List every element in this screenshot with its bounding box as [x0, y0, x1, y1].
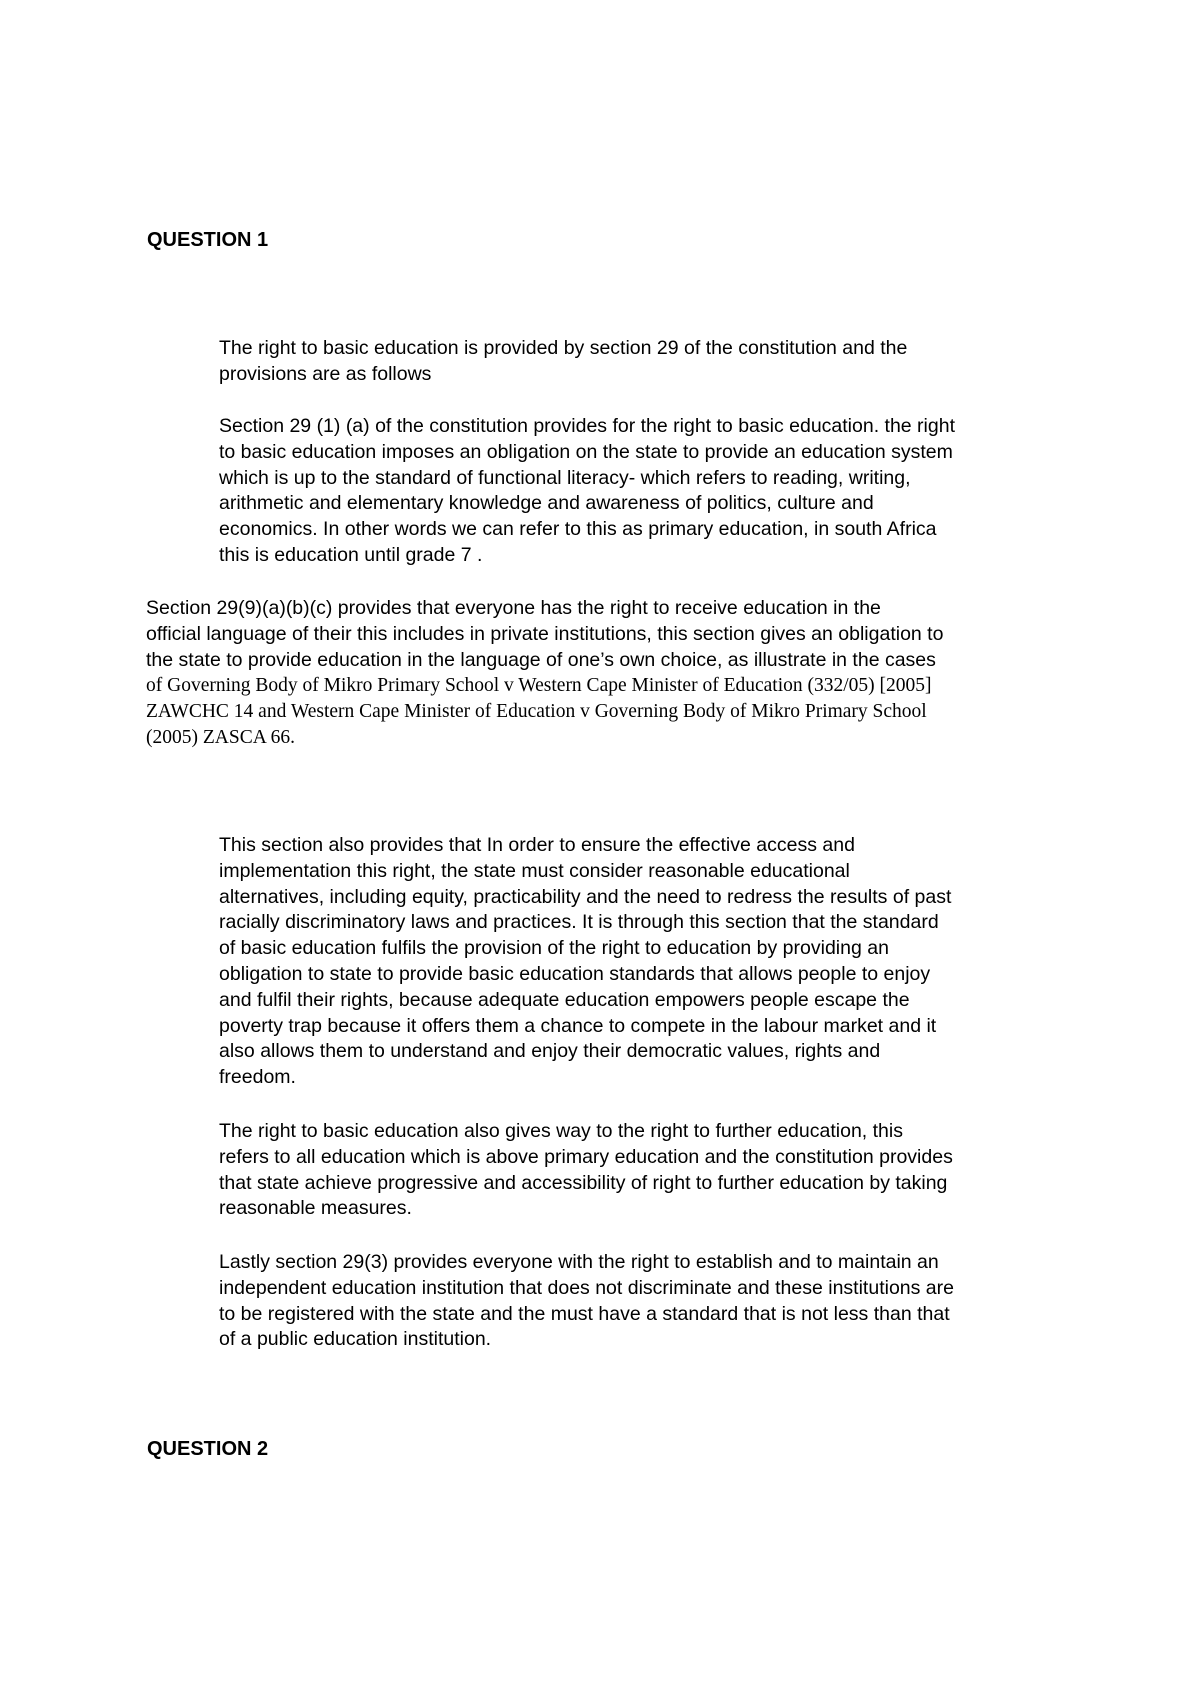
paragraph-section-29-9	[146, 596, 943, 751]
text-line: provisions are as follows	[219, 362, 432, 385]
text-line: to be registered with the state and the must have a standard that is not less than that	[219, 1302, 950, 1325]
text-line: Section 29 (1) (a) of the constitution provides for the right to basic education. the right	[219, 415, 955, 437]
text-line: which is up to the standard of functional literacy- which refers to reading, writing,	[219, 466, 911, 489]
text-line: freedom.	[219, 1066, 296, 1089]
paragraph-section-29-3	[219, 1250, 954, 1353]
text-line: The right to basic education is provided by section 29 of the constitution and the	[219, 337, 908, 359]
text-line: reasonable measures.	[219, 1197, 412, 1220]
text-line: implementation this right, the state must consider reasonable educational	[219, 859, 850, 882]
text-line: refers to all education which is above primary education and the constitution provides	[219, 1145, 953, 1168]
text-line: alternatives, including equity, practicability and the need to redress the results of past	[219, 885, 952, 908]
text-line: that state achieve progressive and accessibility of right to further education by taking	[219, 1171, 948, 1194]
question-1-heading: QUESTION 1	[147, 229, 269, 251]
question-2-heading: QUESTION 2	[147, 1438, 269, 1460]
text-line: this is education until grade 7 .	[219, 543, 483, 566]
text-line: also allows them to understand and enjoy their democratic values, rights and	[219, 1040, 881, 1063]
text-line: The right to basic education also gives way to the right to further education, this	[219, 1120, 903, 1142]
text-line: Section 29(9)(a)(b)(c) provides that everyone has the right to receive education in the	[146, 597, 881, 619]
case-citation-line: (2005) ZASCA 66.	[146, 726, 295, 748]
text-line: obligation to state to provide basic education standards that allows people to enjoy	[219, 962, 931, 985]
text-line: Lastly section 29(3) provides everyone with the right to establish and to maintain an	[219, 1251, 939, 1273]
paragraph-intro	[219, 336, 907, 388]
text-line: of a public education institution.	[219, 1328, 492, 1351]
paragraph-section-29-1a	[219, 414, 955, 569]
text-line: poverty trap because it offers them a chance to compete in the labour market and it	[219, 1014, 937, 1037]
text-line: to basic education imposes an obligation on the state to provide an education system	[219, 440, 953, 463]
paragraph-further-education	[219, 1119, 953, 1222]
case-citation-line: ZAWCHC 14 and Western Cape Minister of Education v Governing Body of Mikro Primary School	[146, 701, 927, 723]
text-line: official language of their this includes in private institutions, this section gives an obligation to	[146, 622, 944, 645]
case-citation-line: of Governing Body of Mikro Primary School v Western Cape Minister of Education (332/05) [2005]	[146, 675, 932, 697]
text-line: racially discriminatory laws and practices. It is through this section that the standard	[219, 911, 939, 934]
text-line: of basic education fulfils the provision of the right to education by providing an	[219, 937, 889, 960]
text-line: This section also provides that In order to ensure the effective access and	[219, 834, 855, 856]
text-line: arithmetic and elementary knowledge and awareness of politics, culture and	[219, 492, 874, 515]
text-line: economics. In other words we can refer to this as primary education, in south Africa	[219, 518, 937, 541]
text-line: and fulfil their rights, because adequate education empowers people escape the	[219, 988, 910, 1011]
paragraph-effective-access	[219, 833, 951, 1091]
text-line: the state to provide education in the language of one’s own choice, as illustrate in the cases	[146, 648, 936, 671]
text-line: independent education institution that does not discriminate and these institutions are	[219, 1276, 954, 1299]
